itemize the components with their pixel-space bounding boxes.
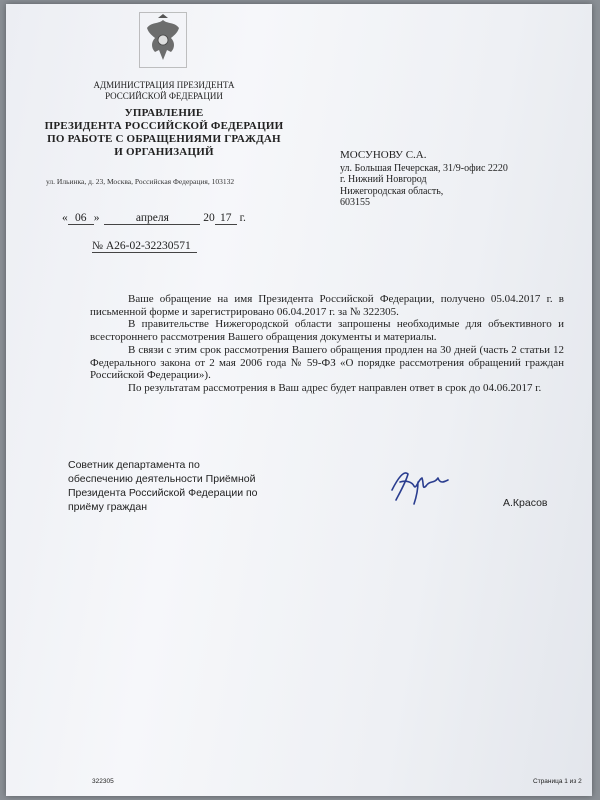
date-day: 06 [68, 212, 94, 225]
letter-body [90, 293, 564, 395]
dept-line: И ОРГАНИЗАЦИЙ [114, 146, 214, 158]
agency-line: РОССИЙСКОЙ ФЕДЕРАЦИИ [105, 91, 223, 101]
body-paragraph: Ваше обращение на имя Президента Российской Федерации, получено 05.04.2017 г. в письменной форме и зарегистрировано 06.04.2017 г. за № 322305. [90, 293, 564, 318]
recipient-address-line: 603155 [340, 197, 370, 208]
signatory-title-line: обеспечению деятельности Приёмной [68, 473, 256, 485]
recipient-address-line: Нижегородская область, [340, 185, 444, 197]
footer-page-number: Страница 1 из 2 [533, 778, 582, 785]
body-paragraph: В правительстве Нижегородской области запрошены необходимые для объективного и всестороннего рассмотрения Вашего обращения документы и материалы. [90, 318, 564, 344]
signatory-name: А.Красов [503, 497, 548, 509]
date-year-suffix: 17 [215, 212, 237, 225]
signatory-title [68, 458, 298, 514]
agency-address: ул. Ильинка, д. 23, Москва, Российская Федерация, 103132 [46, 177, 235, 186]
recipient-block [340, 150, 570, 209]
dept-line: УПРАВЛЕНИЕ [124, 107, 204, 119]
recipient-address-line: г. Нижний Новгород [340, 174, 427, 185]
letter-date: « 06 » апреля 20 17 г. [62, 212, 246, 224]
coat-of-arms-emblem [139, 12, 187, 68]
letter-page [6, 4, 592, 796]
body-paragraph: В связи с этим срок рассмотрения Вашего обращения продлен на 30 дней (часть 2 статьи 12 Федерального закона от 2 мая 2006 года № 59-ФЗ «О порядке рассмотрения обращений граждан Российской Федерации»). [90, 343, 564, 382]
recipient-address-line: ул. Большая Печерская, 31/9-офис 2220 [340, 162, 508, 174]
department-name [36, 107, 292, 159]
body-paragraph: По результатам рассмотрения в Ваш адрес будет направлен ответ в срок до 04.06.2017 г. [128, 381, 542, 394]
handwritten-signature [384, 460, 454, 508]
dept-line: ПРЕЗИДЕНТА РОССИЙСКОЙ ФЕДЕРАЦИИ [44, 120, 284, 132]
agency-line: АДМИНИСТРАЦИЯ ПРЕЗИДЕНТА [93, 80, 235, 90]
signatory-title-line: Президента Российской Федерации по [68, 487, 258, 499]
date-suffix: г. [239, 212, 246, 224]
date-year-prefix: 20 [203, 212, 215, 224]
recipient-name: МОСУНОВУ С.А. [340, 149, 427, 161]
signatory-title-line: Советник департамента по [68, 459, 200, 471]
signatory-title-line: приёму граждан [68, 501, 148, 513]
date-month: апреля [104, 212, 200, 225]
agency-name [66, 80, 262, 102]
registration-number: № А26-02-32230571 [92, 240, 197, 253]
dept-line: ПО РАБОТЕ С ОБРАЩЕНИЯМИ ГРАЖДАН [47, 133, 281, 145]
footer-doc-id: 322305 [92, 778, 114, 785]
